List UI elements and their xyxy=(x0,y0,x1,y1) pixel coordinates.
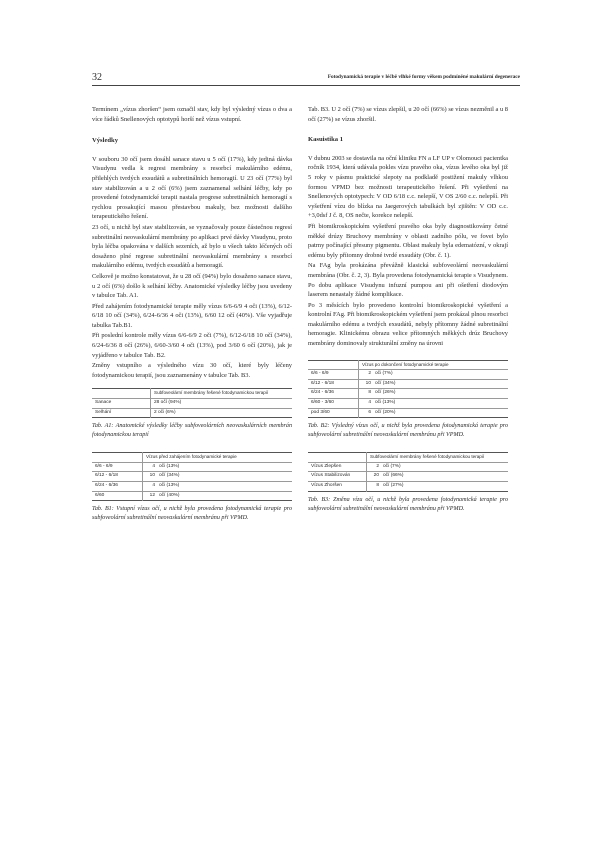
table-row xyxy=(308,379,508,389)
table-b1 xyxy=(92,452,292,501)
table-row xyxy=(308,399,508,409)
row-label: 6/12 - 6/18 xyxy=(95,473,118,479)
table-header-row xyxy=(308,360,508,370)
table-row xyxy=(92,462,292,472)
row-label: Vízus Zlepšen xyxy=(311,463,342,469)
right-paragraph-4: Po 3 měsících bylo provedeno kontrolní biomikroskopické vyšetření a kontrolní FAg. Při biomikroskopickém vyšetření jsem prokázal plnou resorbci makulárního edému a tvrdých exsudátů, nebyly přítomny žádné subretinální hemoragie. Klinickému obrazu velice přítomných měkkých drúz Bruchovy membrány dominovaly strukturální změny na úrovni xyxy=(308,301,508,348)
table-row xyxy=(308,462,508,472)
row-count: 2 xyxy=(359,370,373,380)
table-row xyxy=(92,482,292,492)
row-percent: očí (40%) xyxy=(159,492,180,498)
row-label: pod 3/60 xyxy=(311,409,330,415)
table-row xyxy=(92,408,292,418)
heading-kasuistika: Kasuistika 1 xyxy=(308,136,343,144)
row-label: Sanace xyxy=(95,400,112,406)
table-header-row xyxy=(308,453,508,463)
table-row xyxy=(92,472,292,482)
page-number: 32 xyxy=(92,72,102,83)
table-header-row xyxy=(92,389,292,399)
row-count: 10 xyxy=(359,379,373,389)
table-row xyxy=(92,399,292,409)
row-count: 10 xyxy=(143,472,157,482)
row-count: 2 xyxy=(367,462,381,472)
row-label: Vízus Stabilizován xyxy=(311,473,351,479)
row-percent: očí (20%) xyxy=(375,409,396,415)
table-b2 xyxy=(308,360,508,419)
left-paragraph-3: Celkově je možno konstatovat, že u 28 očí (94%) bylo dosaženo sanace stavu, u 2 očí (6%) došlo k selhání léčby. Anatomické výsledky léčby jsou uvedeny v tabulce Tab. A1. xyxy=(92,272,292,300)
row-label: 6/12 - 6/18 xyxy=(311,380,334,386)
row-count: 4 xyxy=(143,462,157,472)
table-row xyxy=(308,408,508,418)
table-b1-caption: Tab. B1: Vstupní vízus očí, u nichž byla provedena fotodynamická terapie pro subfoveolární subretinální neovaskulární membránu při VPMD. xyxy=(92,506,292,522)
left-paragraph-1: V souboru 30 očí jsem dosáhl sanace stavu u 5 očí (17%), kdy jediná dávka Visudynu vedla k regresi membrány s resorbcí makulárního edému, přilehlých tvrdých exsudátů a subretinálních hemoragií. U 23 očí (77%) byl stav stabilizován a u 2 očí (6%) jsem zaznamenal selhání léčby, kdy po provedené fotodynamické terapii nastala progrese subretinálních hemoragií s rychlou prosakující masou přestavbou makuly, bez možnosti dalšího terapeutického řešení. xyxy=(92,155,292,221)
right-paragraph-3: Na FAg byla prokázána převážně klasická subfoveolární neovaskulární membrána (Obr. č. 2, 3). Byla provedena fotodynamická terapie s Visudynem. Po dobu aplikace Visudynu infuzní pumpou ani při ošetření diodovým laserem nenastaly žádné komplikace. xyxy=(308,262,508,299)
row-percent: očí (27%) xyxy=(383,483,404,488)
row-count: 20 xyxy=(367,472,381,482)
right-column xyxy=(308,105,508,514)
left-paragraph-2: 23 očí, u nichž byl stav stabilizován, se vyznačovaly pouze částečnou regresí subretinální neovaskulární membrány po aplikaci prvé dávky Visudynu, proto byla léčba opakována v dalších sezeních, až bylo u všech takto léčených očí dosaženo plné regrese subretinální neovaskulární membrány s resorbcí makulárního edému, tvrdých exsudátů a hemoragií. xyxy=(92,223,292,270)
right-paragraph-0: Tab. B3. U 2 očí (7%) se vízus zlepšil, u 20 očí (66%) se vízus nezměnil a u 8 očí (27%) se vízus zhoršil. xyxy=(308,106,508,123)
row-count: 6 xyxy=(359,408,373,418)
row-percent: oči (13%) xyxy=(375,400,396,406)
table-b2-caption: Tab. B2: Výsledný vízus očí, u nichž byla provedena fotodynamická terapie pro subfoveolární subretinální neovaskulární membránu při VPMD. xyxy=(308,423,508,439)
table-header-row xyxy=(92,453,292,463)
left-paragraph-6: Změny vstupního a výsledného vízu 30 očí, které byly léčeny fotodynamickou terapií, jsou zaznamenány v tabulce Tab. B3. xyxy=(92,362,292,379)
row-label: 6/60 - 3/60 xyxy=(311,400,334,406)
row-label: 6/6 - 6/9 xyxy=(95,463,113,469)
table-header: Vízus po dokončení fotodynamické terapie xyxy=(359,360,509,370)
row-count: 8 xyxy=(367,482,381,492)
running-title: Fotodynamická terapie v léčbě vlhké formy věkem podmíněné makulární degenerace xyxy=(327,74,520,80)
row-percent: oči (13%) xyxy=(159,463,180,469)
heading-vysledky: Výsledky xyxy=(92,137,119,145)
row-percent: oči (13%) xyxy=(159,483,180,488)
row-count: 12 xyxy=(143,491,157,501)
right-paragraph-1: V dubnu 2003 se dostavila na oční kliniku FN a LF UP v Olomouci pacientka ročník 1934, která udávala pokles vízu pravého oka, vízus levého oka byl již 5 roky v pásmu praktické slepoty na podkladě postižení makuly vlhkou formou VPMD bez možnosti terapeutického řešení. Při vyšetření na Snellenových optotypech: V OD 6/18 c.c. nelepší, V OS 2/60 c.c. nelepší. Při vyšetření vízu do blízka na Jaegerových tabulkách byl zjištěn: V OD c.c. +3,0dsf J č. 8, OS nečte, korekce nelepší. xyxy=(308,154,508,220)
table-b3-caption: Tab. B3: Změna vízu očí, u nichž byla provedena fotodynamická terapie pro subfoveolární subretinální neovaskulární membránu při VPMD. xyxy=(308,496,508,512)
table-a1 xyxy=(92,388,292,418)
table-row xyxy=(308,370,508,380)
row-label: 6/24 - 6/36 xyxy=(311,390,334,396)
table-row xyxy=(92,491,292,501)
table-row xyxy=(308,482,508,492)
table-header: Subfoveolární membrány řešené fotodynamickou terapií xyxy=(151,389,293,399)
left-paragraph-5: Při poslední kontrole měly vízus 6/6-6/9 2 oči (7%), 6/12-6/18 10 očí (34%), 6/24-6/36 8 očí (26%), 6/60-3/60 4 oči (13%), pod 3/60 6 očí (20%), jak je vyjádřeno v tabulce Tab. B2. xyxy=(92,332,292,359)
row-count: 4 xyxy=(143,482,157,492)
row-label: 6/24 - 6/36 xyxy=(95,483,118,488)
row-percent: očí (66%) xyxy=(383,473,404,479)
row-percent: očí (34%) xyxy=(375,380,396,386)
table-row xyxy=(308,389,508,399)
row-value: 2 oči (6%) xyxy=(151,408,293,418)
left-column xyxy=(92,105,292,523)
row-value: 28 očí (94%) xyxy=(151,399,293,409)
row-label: 6/6 - 6/9 xyxy=(311,371,329,377)
table-a1-caption: Tab. A1: Anatomické výsledky léčby subfoveolárních neovaskulárních membrán fotodynamickou terapií xyxy=(92,423,292,439)
row-label: 6/60 xyxy=(95,492,105,498)
table-b3 xyxy=(308,452,508,491)
row-label: Selhání xyxy=(95,409,112,415)
row-percent: oči (7%) xyxy=(375,371,393,377)
row-count: 8 xyxy=(359,389,373,399)
table-header: Vízus před zahájením fotodynamické terapie xyxy=(143,453,293,463)
row-percent: očí (26%) xyxy=(375,390,396,396)
page-header xyxy=(92,70,520,88)
table-row xyxy=(308,472,508,482)
table-header: Subfoveolární membrány řešené fotodynamickou terapií xyxy=(367,453,509,463)
left-paragraph-0: Termínem „vízus zhoršen“ jsem označil stav, kdy byl výsledný vízus o dva a více řádků Snellenových optotypů horší než vízus vstupní. xyxy=(92,106,292,123)
left-paragraph-4: Před zahájením fotodynamické terapie měly vízus 6/6-6/9 4 oči (13%), 6/12-6/18 10 očí (34%), 6/24-6/36 4 oči (13%), 6/60 12 očí (40%). Vše vyjadřuje tabulka Tab.B1. xyxy=(92,302,292,329)
row-percent: oči (7%) xyxy=(383,463,401,469)
row-percent: očí (34%) xyxy=(159,473,180,479)
row-label: Vízus Zhoršen xyxy=(311,483,342,488)
header-rule xyxy=(92,85,520,86)
row-count: 4 xyxy=(359,399,373,409)
right-paragraph-2: Při biomikroskopickém vyšetření pravého oka byly diagnostikovány četné měkké drúzy Bruchovy membrány v oblasti zadního pólu, ve fovei bylo patrny počínající přesuny pigmentu. Oblast makuly byla edematózní, v okrají edému byly přítomny drobné tvrdé exsudáty (Obr. č. 1). xyxy=(308,222,508,259)
